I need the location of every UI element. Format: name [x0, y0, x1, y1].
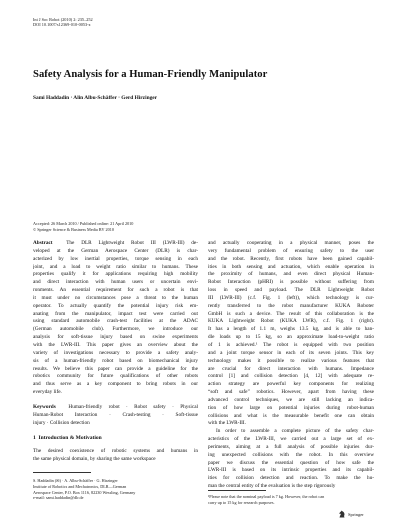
abstract-line: joint, and a load to weight ratio similar to humans. These [33, 263, 198, 270]
abstract-line: (German automobile club). Furthermore, we introduce our [33, 326, 198, 333]
intro-line: the same physical domain, by sharing the same workspace [33, 455, 156, 462]
body-line: collisions and what is the measurable benefit one can obtain [208, 412, 374, 419]
journal-header [33, 17, 93, 27]
body-line: Robot Interaction (pHRI) is possible without suffering from [208, 279, 374, 286]
abstract-line: variety of investigations necessary to provide a safety analy- [33, 349, 198, 356]
footnote-line: carry up to 15 kg for research purposes. [208, 499, 275, 505]
section-heading [33, 435, 102, 441]
abstract-line: properties qualify it for applications requiring high mobility [33, 271, 198, 278]
abstract-line: and direct interaction with human users or uncertain envi- [33, 279, 198, 286]
body-line: III (LWR-III) (c.f. Fig. 1 (left)), which technology is cur- [208, 294, 374, 301]
keywords-line: Human-Robot Interaction · Crash-testing · Soft-tissue [33, 411, 198, 418]
intro-line: The desired coexistence of robotic systems and humans in [33, 448, 198, 454]
body-line: and a joint torque sensor in each of its seven joints. This key [208, 349, 374, 356]
footnote [208, 494, 324, 506]
body-line: It has a length of 1.1 m, weighs 13.5 kg, and is able to han- [208, 326, 374, 333]
abstract-label: Abstract [33, 240, 53, 246]
body-line: KUKA Lightweight Robot (KUKA LWR), c.f. Fig. 1 (right). [208, 318, 374, 325]
body-line: periments, aiming at a full analysis of possible injuries dur- [208, 443, 374, 450]
abstract-line: Abstract The DLR Lightweight Robot III (LWR-III) de- [33, 240, 198, 246]
affiliation-line: e-mail: sami.haddadin@dlr.de [33, 495, 84, 501]
body-line: and actually cooperating in a physical manner, poses the [208, 240, 374, 246]
footnote-line: ¹Please note that the nominal payload is 7 kg. However, the robot can [208, 494, 325, 499]
footnote-rule [208, 490, 266, 491]
author-list: Sami Haddadin · Alin Albu-Schäffer · Gerd Hirzinger [33, 95, 158, 101]
body-line: ities in both sensing and actuation, which enable operation in [208, 263, 374, 270]
section-title: Introduction & Motivation [38, 435, 102, 441]
body-line: of 1 is achieved.¹ The robot is equipped with two position [208, 341, 374, 348]
body-line: ing unexpected collisions with the robot. In this overview [208, 451, 374, 458]
abstract-line: analysis for soft-tissue injury based on swine experiments [33, 334, 198, 341]
keywords [33, 404, 198, 428]
abstract [33, 240, 198, 397]
keywords-line: Keywords Human-friendly robot · Robot safety · Physical [33, 403, 198, 410]
body-line: “soft and safe” robotics. However, apart from having these [208, 389, 374, 396]
abstract-line: anating from the manipulator, impact test were carried out [33, 310, 198, 317]
abstract-line: everyday life. [33, 389, 62, 396]
affiliation-rule [33, 472, 91, 473]
springer-logo [338, 510, 364, 518]
abstract-line: veloped at the German Aerospace Center (DLR) is char- [33, 247, 198, 254]
affiliation-line: S. Haddadin (✉) · A. Albu-Schäffer · G. Hirzinger [33, 478, 118, 483]
body-line: In order to assemble a complete picture of the safety char- [216, 428, 374, 435]
body-line: paper we discuss the essential question of how safe the [208, 459, 374, 466]
body-line: very fundamental problem of ensuring safety to the user [208, 247, 374, 254]
abstract-line: and thus serve as a key component to bring robots in our [33, 381, 198, 388]
copyright-line: © Springer Science & Business Media BV 2010 [33, 227, 114, 232]
body-line: are crucial for direct interaction with humans. Impedance [208, 365, 374, 372]
abstract-line: using standard automobile crash-test facilities at the ADAC [33, 318, 198, 325]
body-line: advanced control techniques, we are still lacking an indica- [208, 396, 374, 403]
abstract-line: sis of a human-friendly robot based on biomechanical injury [33, 357, 198, 364]
abstract-line: operator. To actually quantify the potential injury risk em- [33, 302, 198, 309]
body-line: LWR-III is based on its intrinsic properties and its capabil- [208, 467, 374, 474]
body-line: control [1] and collision detection [4, 12] with adequate re- [208, 373, 374, 380]
keywords-line: injury · Collision detection [33, 419, 90, 426]
body-line: loss in speed and payload. The DLR Lightweight Robot [208, 287, 374, 294]
body-line: ities for collision detection and reaction. To make the hu- [208, 475, 374, 482]
body-line: technology makes it possible to realize various features that [208, 357, 374, 364]
affiliation-line: Institute of Robotics and Mechatronics, DLR—German [33, 483, 127, 489]
journal-citation: Int J Soc Robot (2010) 2: 235–252 [33, 17, 93, 22]
body-line: the proximity of humans, and even direct physical Human- [208, 271, 374, 278]
body-line: rently transferred to the robot manufacturer KUKA Roboter [208, 302, 374, 309]
publication-dates [33, 221, 133, 233]
body-line: and the robot. Recently, first robots have been gained capabil- [208, 255, 374, 262]
abstract-line: robotics community for future qualifications of other robots [33, 373, 198, 380]
paragraph-2 [208, 428, 374, 491]
keywords-label: Keywords [33, 403, 56, 410]
knight-icon [338, 510, 346, 518]
abstract-line: it must under no circumstances pose a threat to the human [33, 294, 198, 301]
body-line: man the central entity of the evaluation is the step rigorously [208, 483, 336, 490]
body-line: action strategy are powerful key components for realizing [208, 381, 374, 388]
right-column [208, 240, 374, 491]
section-number: 1 [33, 435, 36, 441]
body-line: dle loads up to 15 kg, so an approximate load-to-weight ratio [208, 334, 374, 341]
abstract-line: results. We believe this paper can provide a guideline for the [33, 365, 198, 372]
affiliation-line: Aerospace Center, P.O. Box 1116, 82230 Wessling, Germany [33, 489, 136, 495]
left-column [33, 240, 198, 427]
body-line: with the LWR-III. [208, 420, 246, 427]
body-line: GmbH is such a device. The result of this collaboration is the [208, 310, 374, 317]
affiliation [33, 478, 135, 501]
abstract-line: with the LWR-III. This paper gives an overview about the [33, 341, 198, 348]
intro-paragraph [33, 448, 198, 464]
abstract-line: ronments. An essential requirement for such a robot is that [33, 287, 198, 294]
abstract-line: acterized by low inertial properties, torque sensing in each [33, 255, 198, 262]
paper-title: Safety Analysis for a Human-Friendly Manipulator [33, 69, 268, 80]
body-line: tion of how large on potential injuries during robot-human [208, 404, 374, 411]
doi: DOI 10.1007/s12369-010-0053-z [33, 22, 91, 28]
received-published-line: Accepted: 26 March 2010 / Published online: 21 April 2010 [33, 221, 134, 226]
body-line: acteristics of the LWR-III, we carried out a large set of ex- [208, 436, 374, 443]
publisher-name: Springer [348, 511, 364, 517]
paragraph-1 [208, 240, 374, 428]
